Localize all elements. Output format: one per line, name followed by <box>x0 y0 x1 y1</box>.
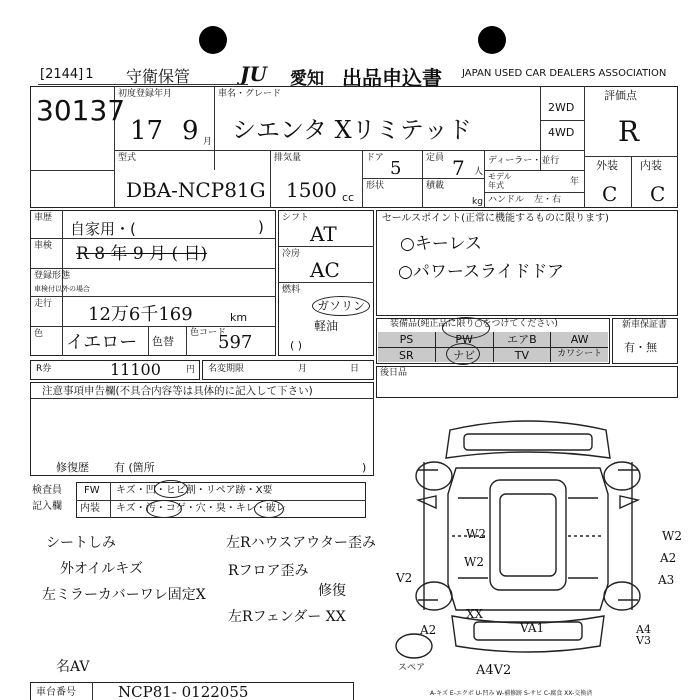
doors-value: 5 <box>390 158 402 179</box>
punch-hole-left <box>199 26 227 54</box>
equipment-circle-pw <box>442 317 490 339</box>
remark-repair: 修復 <box>318 583 346 599</box>
model-name-value: シエンタ Xリミテッド <box>232 116 472 144</box>
notes-label: 後日品 <box>380 368 408 378</box>
displacement-value: 1500 <box>286 178 337 202</box>
inspector-interior: 内装 <box>80 503 100 514</box>
repair-history-label: 修復歴 <box>56 461 89 474</box>
color-value: イエロー <box>66 332 138 353</box>
shift-label: シフト <box>282 213 310 223</box>
model-year-unit: 年 <box>570 177 580 187</box>
first-registration-month-unit: 月 <box>203 137 213 147</box>
exterior-label: 外装 <box>596 159 618 172</box>
equipment-tv: TV <box>494 348 551 363</box>
mark-a2-right: A2 <box>660 551 677 565</box>
change-date-label: 名変期限 <box>208 364 245 374</box>
change-date-month: 月 <box>298 364 308 374</box>
equipment-pw: PW <box>436 332 493 347</box>
remark-av: 名AV <box>56 659 90 675</box>
inspection-value: R 8 年 9 月 ( 日) <box>76 244 208 264</box>
org-name: 愛知 <box>290 69 324 89</box>
history-close: ) <box>258 218 264 236</box>
caution-label: 注意事項申告欄(不具合内容等は具体的に記入して下さい) <box>42 385 313 397</box>
doors-label: ドア <box>366 153 384 163</box>
mark-w2-mid: W2 <box>464 555 484 569</box>
mileage-value: 12万6千169 <box>88 304 193 325</box>
exterior-grade: C <box>602 182 618 206</box>
mark-spare: スペア <box>398 663 426 673</box>
punch-hole-right <box>478 26 506 54</box>
equipment-navi: ナビ <box>436 348 493 363</box>
inspection-sub-label: 登録形態 <box>34 271 71 281</box>
mileage-unit: km <box>230 311 248 324</box>
repair-history-close: ) <box>362 461 367 474</box>
document-title: 出品申込書 <box>342 66 442 90</box>
ju-logo: JU <box>240 62 267 86</box>
load-unit: kg <box>472 197 483 207</box>
sales-point-2: ○パワースライドドア <box>398 262 564 282</box>
notes-section <box>376 366 678 398</box>
equipment-leather-seat: カワシート <box>551 348 608 363</box>
chassis-value: NCP81- 0122055 <box>118 683 249 700</box>
fuel-other: ( ) <box>290 339 303 352</box>
mark-xx: XX <box>466 607 484 621</box>
history-value: 自家用・( <box>70 220 136 238</box>
handle-options: 左・右 <box>534 195 562 205</box>
displacement-label: 排気量 <box>274 153 302 163</box>
warranty-label: 新車保証書 <box>622 320 668 330</box>
first-registration-month: 9 <box>182 116 199 146</box>
warranty-value: 有・無 <box>624 341 657 354</box>
recycle-value: 11100 <box>110 360 161 379</box>
inspector-circle-stain <box>146 500 182 518</box>
inspector-label: 検査員 <box>32 485 62 496</box>
equipment-sr: SR <box>378 348 435 363</box>
remark-rear-fender: 左Rフェンダー XX <box>228 609 346 625</box>
inspection-label: 車検 <box>34 241 53 251</box>
equipment-circle-navi <box>446 343 480 365</box>
mark-w2-right: W2 <box>662 529 682 543</box>
change-date-day: 日 <box>350 364 360 374</box>
handle-label: ハンドル <box>488 195 525 205</box>
shift-value: AT <box>310 222 337 246</box>
drive-2wd: 2WD <box>548 101 575 114</box>
inspector-fw: FW <box>84 485 100 496</box>
mark-va1: VA1 <box>520 621 545 635</box>
recycle-unit: 円 <box>186 365 196 375</box>
mark-w2-top: W2 <box>466 527 486 541</box>
remark-seat-stain: シートしみ <box>46 535 116 551</box>
first-registration-year: 17 <box>130 116 164 146</box>
diagram-legend: A-キズ E-エクボ U-凹み W-補修跡 S-サビ C-腐食 XX-交換済 <box>430 690 593 697</box>
model-year-label: モデル 年式 <box>488 172 512 190</box>
remark-mirror-cover: 左ミラーカバーワレ固定X <box>42 587 206 603</box>
load-label: 積載 <box>426 181 445 191</box>
chassis-label: 車台番号 <box>36 687 76 698</box>
remark-rear-house: 左Rハウスアウター歪み <box>226 535 376 551</box>
capacity-value: 7 <box>452 156 465 180</box>
capacity-unit: 人 <box>474 167 484 177</box>
mark-v2-left: V2 <box>396 571 413 585</box>
mark-a4-v3: A4 V3 <box>636 623 651 647</box>
inspector-fw-options: キズ・凹・ヒビ割・リペア跡・X要 <box>116 485 273 496</box>
color-label: 色 <box>34 329 44 339</box>
sales-points-label: セールスポイント(正常に機能するものに限ります) <box>382 213 609 224</box>
displacement-unit: cc <box>342 191 355 204</box>
inspector-circle-dent <box>154 480 188 498</box>
recycle-label: R券 <box>36 364 52 374</box>
equipment-grid <box>378 332 608 362</box>
auction-house: 守衛保管 <box>126 67 191 86</box>
fuel-label: 燃料 <box>282 285 301 295</box>
association-name: JAPAN USED CAR DEALERS ASSOCIATION <box>462 68 667 79</box>
interior-label: 内装 <box>640 159 662 172</box>
model-name-label: 車名・グレード <box>218 89 282 99</box>
model-code-label: 型式 <box>118 153 137 163</box>
remark-exterior-scratch: 外オイルキズ <box>60 561 144 577</box>
inspector-sub-label: 記入欄 <box>32 501 62 512</box>
mark-a3-right: A3 <box>658 573 675 587</box>
lot-code: [2144] 1 <box>40 67 94 82</box>
remark-rear-floor: Rフロア歪み <box>228 563 309 579</box>
mileage-label: 走行 <box>34 299 53 309</box>
mark-a2-low: A2 <box>420 623 437 637</box>
ac-label: 冷房 <box>282 249 301 259</box>
grade-value: R <box>618 115 640 148</box>
lot-number: 30137 <box>36 94 126 127</box>
history-label: 車歴 <box>34 213 53 223</box>
capacity-label: 定員 <box>426 153 445 163</box>
fuel-gasoline: ガソリン <box>312 296 370 316</box>
inspector-circle-hole <box>254 500 284 518</box>
color-code-label: 色コード <box>190 328 227 338</box>
grade-label: 評価点 <box>604 89 637 102</box>
equipment-ps: PS <box>378 332 435 347</box>
sales-point-1: ○キーレス <box>400 234 482 254</box>
dealer-label: ディーラー・並行 <box>488 156 560 166</box>
drive-4wd: 4WD <box>548 126 575 139</box>
inspection-sub-note: 車検付以外の場合 <box>34 285 90 293</box>
mark-a4v2: A4V2 <box>476 663 512 678</box>
equipment-aw: AW <box>551 332 608 347</box>
model-code-value: DBA-NCP81G <box>126 178 266 202</box>
ac-value: AC <box>310 258 340 282</box>
equipment-label: 装備品(純正品に限り○をつけてください) <box>390 319 558 329</box>
equipment-airbag: エアB <box>494 332 551 347</box>
fuel-diesel: 軽油 <box>314 319 339 333</box>
inspector-interior-options: キズ・汚・コゲ・穴・臭・キレ・破レ <box>116 503 286 514</box>
interior-grade: C <box>650 182 666 206</box>
color-change-label: 色替 <box>152 335 174 348</box>
color-code-value: 597 <box>218 332 253 353</box>
first-registration-label: 初度登録年月 <box>118 89 173 99</box>
repair-history-value: 有 (箇所 <box>114 461 155 474</box>
shape-label: 形状 <box>366 181 385 191</box>
